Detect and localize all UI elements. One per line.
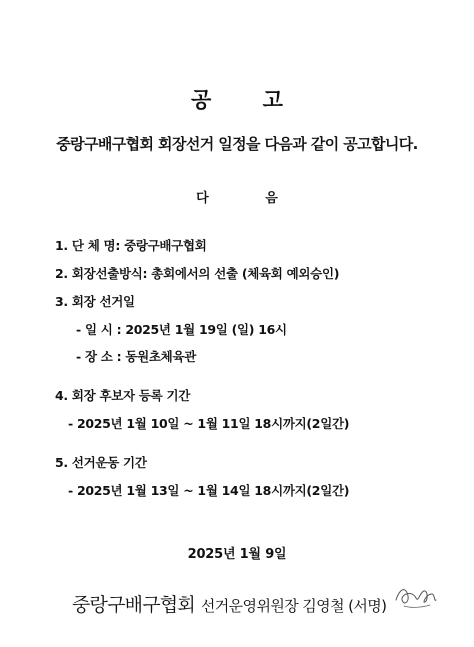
section-heading-da-eum: 다 음 (196, 191, 304, 206)
item-registration-period: - 2025년 1월 10일 ~ 1월 11일 18시까지(2일간) (68, 416, 350, 431)
notice-footer (72, 590, 386, 617)
footer-signatory: 선거운영위원장 김영철 (서명) (200, 597, 387, 615)
footer-organization: 중랑구배구협회 (72, 594, 195, 616)
notice-title: 공 고 (191, 88, 305, 112)
item-election-datetime: - 일 시 : 2025년 1월 19일 (일) 16시 (76, 322, 287, 337)
item-campaign-heading: 5. 선거운동 기간 (55, 455, 147, 470)
item-organization-name: 1. 단 체 명: 중랑구배구협회 (55, 238, 207, 253)
notice-date: 2025년 1월 9일 (187, 547, 287, 562)
notice-intro: 중랑구배구협회 회장선거 일정을 다음과 같이 공고합니다. (56, 135, 418, 153)
item-registration-heading: 4. 회장 후보자 등록 기간 (55, 388, 191, 403)
item-election-method: 2. 회장선출방식: 총회에서의 선출 (체육회 예외승인) (55, 266, 340, 281)
item-campaign-period: - 2025년 1월 13일 ~ 1월 14일 18시까지(2일간) (68, 483, 350, 498)
item-election-day-heading: 3. 회장 선거일 (55, 294, 135, 309)
handwritten-signature (392, 578, 438, 614)
item-election-venue: - 장 소 : 동원초체육관 (76, 349, 196, 364)
